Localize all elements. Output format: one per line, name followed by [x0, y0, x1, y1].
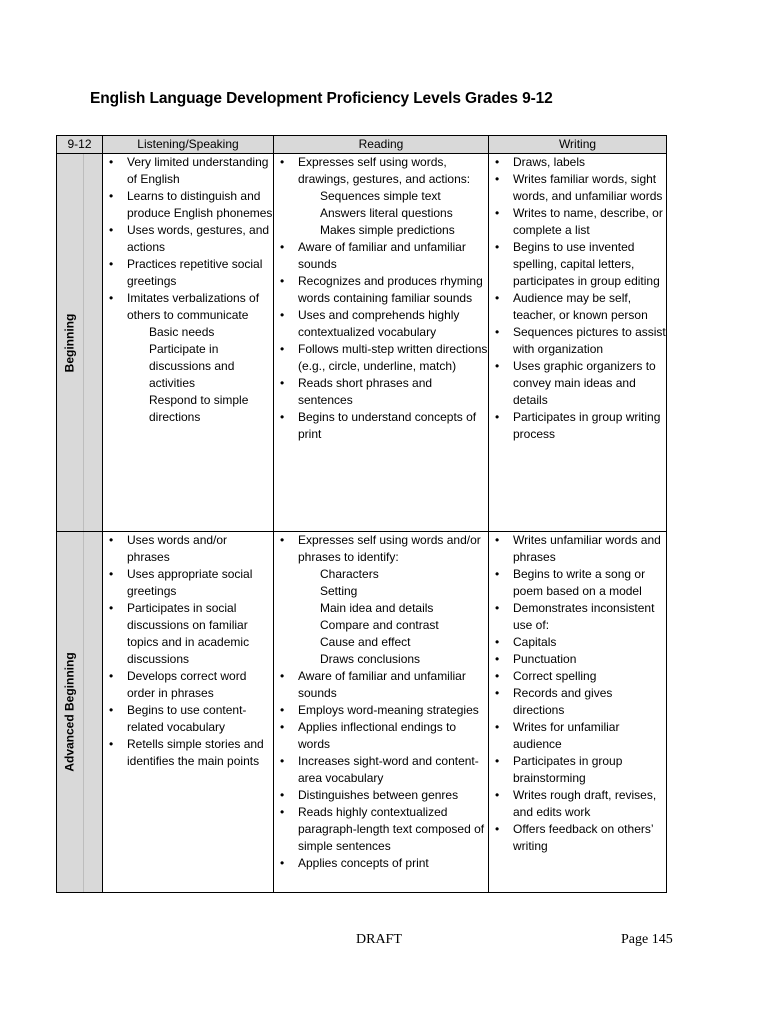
- list-item: • Employs word-meaning strategies: [274, 702, 488, 719]
- list-item: • Reads highly contextualized paragraph-length text composed of simple sentences: [274, 804, 488, 855]
- footer-page-number: Page 145: [621, 932, 673, 947]
- sub-item: Sequences simple text: [320, 189, 441, 203]
- sub-item: Characters: [320, 567, 379, 581]
- list-item: • Uses graphic organizers to convey main ideas and details: [489, 358, 666, 409]
- list-item: • Uses appropriate social greetings: [103, 566, 273, 600]
- sub-item: Main idea and details: [320, 601, 434, 615]
- header-grade: 9-12: [57, 136, 103, 154]
- list-item: • Participates in group brainstorming: [489, 753, 666, 787]
- proficiency-table: [56, 135, 667, 893]
- sub-item: Compare and contrast: [320, 618, 439, 632]
- list-item: • Writes familiar words, sight words, and unfamiliar words: [489, 171, 666, 205]
- list-item: • Punctuation: [489, 651, 666, 668]
- header-reading: Reading: [274, 136, 489, 154]
- level-cell: [57, 154, 103, 532]
- reading-cell: [274, 154, 489, 532]
- list-item: • Writes to name, describe, or complete a list: [489, 205, 666, 239]
- sub-item: Cause and effect: [320, 635, 411, 649]
- listening-cell: [103, 532, 274, 893]
- list-item: • Expresses self using words and/or phrases to identify:: [274, 532, 488, 566]
- list-item: • Uses words, gestures, and actions: [103, 222, 273, 256]
- level-cell: [57, 532, 103, 893]
- reading-cell: [274, 532, 489, 893]
- sub-item: Setting: [320, 584, 358, 598]
- list-item: • Recognizes and produces rhyming words containing familiar sounds: [274, 273, 488, 307]
- sub-item: Respond to simple directions: [149, 393, 249, 424]
- list-item: • Uses words and/or phrases: [103, 532, 273, 566]
- list-item: • Follows multi-step written directions (e.g., circle, underline, match): [274, 341, 488, 375]
- list-item: • Distinguishes between genres: [274, 787, 488, 804]
- page-title: English Language Development Proficiency Levels Grades 9-12: [90, 90, 553, 107]
- list-item: • Learns to distinguish and produce English phonemes: [103, 188, 273, 222]
- header-listening: Listening/Speaking: [103, 136, 274, 154]
- list-item: • Capitals: [489, 634, 666, 651]
- list-item: • Records and gives directions: [489, 685, 666, 719]
- list-item: • Writes for unfamiliar audience: [489, 719, 666, 753]
- level-label: Beginning: [62, 313, 77, 372]
- list-item: • Participates in social discussions on familiar topics and in academic discussions: [103, 600, 273, 668]
- list-item: • Draws, labels: [489, 154, 666, 171]
- listening-cell: [103, 154, 274, 532]
- list-item: • Writes rough draft, revises, and edits work: [489, 787, 666, 821]
- list-item: • Aware of familiar and unfamiliar sounds: [274, 239, 488, 273]
- list-item: • Develops correct word order in phrases: [103, 668, 273, 702]
- list-item: • Aware of familiar and unfamiliar sounds: [274, 668, 488, 702]
- list-item: • Begins to write a song or poem based on a model: [489, 566, 666, 600]
- sub-item: Draws conclusions: [320, 652, 421, 666]
- list-item: • Reads short phrases and sentences: [274, 375, 488, 409]
- table-row-beginning: [57, 154, 667, 532]
- list-item: • Writes unfamiliar words and phrases: [489, 532, 666, 566]
- list-item: • Imitates verbalizations of others to communicate: [103, 290, 273, 324]
- sub-item: Makes simple predictions: [320, 223, 455, 237]
- list-item: • Increases sight-word and content-area vocabulary: [274, 753, 488, 787]
- list-item: • Expresses self using words, drawings, gestures, and actions:: [274, 154, 488, 188]
- list-item: • Retells simple stories and identifies the main points: [103, 736, 273, 770]
- list-item: • Audience may be self, teacher, or known person: [489, 290, 666, 324]
- list-item: • Begins to understand concepts of print: [274, 409, 488, 443]
- sub-item: Participate in discussions and activities: [149, 342, 235, 390]
- footer-draft-label: DRAFT: [356, 932, 402, 947]
- list-item: • Begins to use content-related vocabulary: [103, 702, 273, 736]
- list-item: • Uses and comprehends highly contextualized vocabulary: [274, 307, 488, 341]
- list-item: • Offers feedback on others’ writing: [489, 821, 666, 855]
- list-item: • Correct spelling: [489, 668, 666, 685]
- writing-cell: [489, 154, 667, 532]
- list-item: • Very limited understanding of English: [103, 154, 273, 188]
- list-item: • Practices repetitive social greetings: [103, 256, 273, 290]
- writing-cell: [489, 532, 667, 893]
- table-row-advanced-beginning: [57, 532, 667, 893]
- sub-item: Basic needs: [149, 325, 215, 339]
- header-row: [57, 136, 667, 154]
- sub-item: Answers literal questions: [320, 206, 453, 220]
- list-item: • Begins to use invented spelling, capital letters, participates in group editing: [489, 239, 666, 290]
- header-writing: Writing: [489, 136, 667, 154]
- list-item: • Sequences pictures to assist with organization: [489, 324, 666, 358]
- list-item: • Participates in group writing process: [489, 409, 666, 443]
- list-item: • Demonstrates inconsistent use of:: [489, 600, 666, 634]
- level-label: Advanced Beginning: [62, 652, 77, 772]
- list-item: • Applies concepts of print: [274, 855, 488, 872]
- list-item: • Applies inflectional endings to words: [274, 719, 488, 753]
